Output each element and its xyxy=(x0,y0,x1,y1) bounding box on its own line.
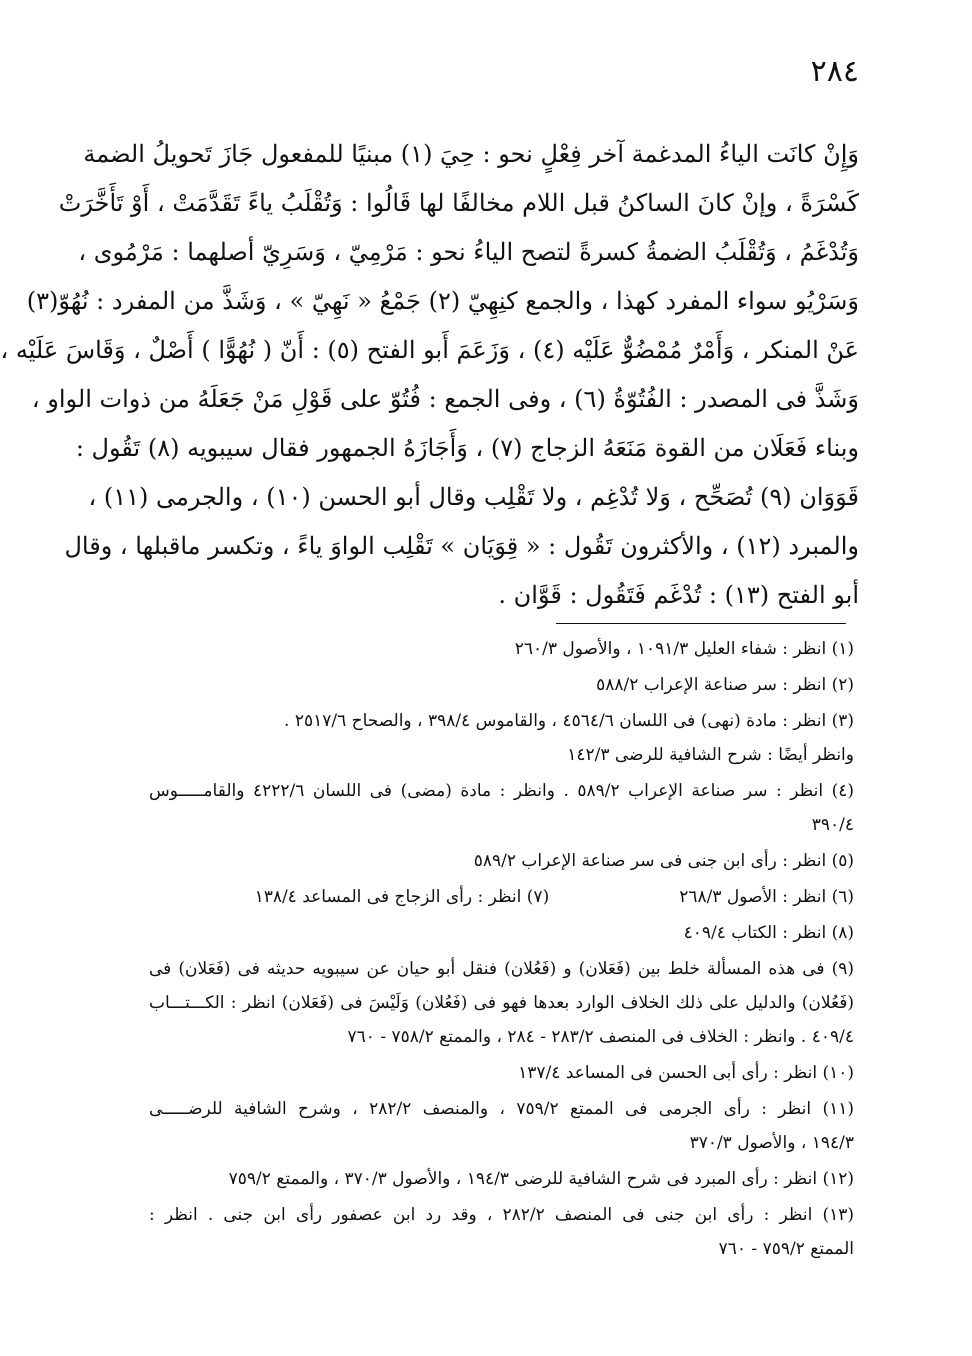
footnote-3 xyxy=(149,704,854,772)
footnote-2 xyxy=(149,668,854,702)
footnote-6-7 xyxy=(149,880,854,914)
text-line: عَنْ المنكر ، وَأَمْرٌ مُمْضُوٌّ عَلَيْه (٤) ، وَزَعَمَ أَبو الفتح (٥) : أَنّ ( نُهُوًّا ) أَصْلٌ ، وَقَاسَ عَلَيْه ، xyxy=(0,336,859,364)
text-line: والمبرد (١٢) ، والأكثرون تَقُول : « قِوَيَان » تَقْلِب الواوَ ياءً ، وتكسر ماقبلها ، وقال xyxy=(64,532,859,560)
text-line: وبناء فَعَلَان من القوة مَنَعَهُ الزجاج (٧) ، وَأَجَازَهُ الجمهور فقال سيبويه (٨) تَقُول : xyxy=(75,434,859,462)
text-line: وَإِنْ كانَت الياءُ المدغمة آخر فِعْلٍ نحو : حِيَ (١) مبنيًا للمفعول جَازَ تَحويلُ الضمة xyxy=(83,140,859,168)
text-line: وَسَرْيُو سواء المفرد كهذا ، والجمع كنِهِيّ (٢) جَمْعُ « نَهِيّ » ، وَشَذَّ من المفرد : نُهُوّ(٣) xyxy=(26,287,859,315)
footnote-7: (٧) انظر : رأى الزجاج فى المساعد ١٣٨/٤ xyxy=(254,887,550,907)
footnote-line: ٤٠٩/٤ . وانظر : الخلاف فى المنصف ٢٨٣/٢ - ٢٨٤ ، والممتع ٧٥٨/٢ - ٧٦٠ xyxy=(347,1027,854,1047)
footnote-line: (١) انظر : شفاء العليل ١٠٩١/٣ ، والأصول ٢٦٠/٣ xyxy=(514,639,854,659)
footnote-line: (١٠) انظر : رأى أبى الحسن فى المساعد ١٣٧/٤ xyxy=(518,1063,854,1083)
footnote-4 xyxy=(149,774,854,842)
footnote-11 xyxy=(149,1092,854,1160)
footnote-6: (٦) انظر : الأصول ٢٦٨/٣ xyxy=(679,887,854,907)
footnote-line: (٥) انظر : رأى ابن جنى فى سر صناعة الإعراب ٥٨٩/٢ xyxy=(473,851,854,871)
footnote-separator xyxy=(556,623,846,624)
text-line: وَشَذَّ فى المصدر : الفُتُوّةُ (٦) ، وفى الجمع : فُتُوّ على قَوْلِ مَنْ جَعَلَهُ من ذوات الواو ، xyxy=(31,385,859,413)
text-line: قَوَوَان (٩) تُصَحِّح ، وَلا تُدْغِم ، ولا تَقْلِب وقال أبو الحسن (١٠) ، والجرمى (١١) ، xyxy=(88,483,859,511)
footnote-line: وانظر أيضًا : شرح الشافية للرضى ١٤٢/٣ xyxy=(567,745,854,765)
text-line: أبو الفتح (١٣) : تُدْغَم فَتَقُول : قَوَّان . xyxy=(498,581,859,609)
footnote-line: (٢) انظر : سر صناعة الإعراب ٥٨٨/٢ xyxy=(596,675,854,695)
footnote-line: (٣) انظر : مادة (نهى) فى اللسان ٤٥٦٤/٦ ، والقاموس ٣٩٨/٤ ، والصحاح ٢٥١٧/٦ . xyxy=(284,711,854,731)
footnote-line: (١٢) انظر : رأى المبرد فى شرح الشافية للرضى ١٩٤/٣ ، والأصول ٣٧٠/٣ ، والممتع ٧٥٩/٢ xyxy=(228,1169,854,1189)
text-line: كَسْرَةً ، وإنْ كانَ الساكنُ قبل اللام مخالفًا لها قَالُوا : وَتُقْلَبُ ياءً تَقَدَّمَتْ ، أَوْ تَأَخَّرَتْ xyxy=(58,189,859,217)
footnotes xyxy=(149,632,854,1268)
footnote-line xyxy=(149,880,854,914)
main-text xyxy=(0,130,859,620)
footnote-line: (٩) فى هذه المسألة خلط بين (فَعَلان) و (فَعُلان) فنقل أبو حيان عن سيبويه حديثه فى (فَعَلان) فى xyxy=(149,959,854,979)
footnote-line: (فَعُلان) والدليل على ذلك الخلاف الوارد بعدها فهو فى (فَعُلان) وَلَيْسَ فى (فَعَلان) انظر : الكـــتـــاب xyxy=(149,993,854,1013)
footnote-line: (٨) انظر : الكتاب ٤٠٩/٤ xyxy=(683,923,854,943)
footnote-line: الممتع ٧٥٩/٢ - ٧٦٠ xyxy=(718,1239,854,1259)
footnote-line: (١٣) انظر : رأى ابن جنى فى المنصف ٢٨٢/٢ ، وقد رد ابن عصفور رأى ابن جنى . انظر : xyxy=(149,1205,854,1225)
footnote-1 xyxy=(149,632,854,666)
footnote-line: ١٩٤/٣ ، والأصول ٣٧٠/٣ xyxy=(689,1133,854,1153)
footnote-line: (١١) انظر : رأى الجرمى فى الممتع ٧٥٩/٢ ، والمنصف ٢٨٢/٢ ، وشرح الشافية للرضـــــى xyxy=(149,1099,854,1119)
page-number: ٢٨٤ xyxy=(810,54,859,89)
footnote-10 xyxy=(149,1056,854,1090)
footnote-5 xyxy=(149,844,854,878)
footnote-12 xyxy=(149,1162,854,1196)
text-line: وَتُدْغَمُ ، وَتُقْلَبُ الضمةُ كسرةً لتصح الياءُ نحو : مَرْمِيّ ، وَسَرِيّ أصلهما : مَرْمُوى ، xyxy=(78,238,859,266)
footnote-line: (٤) انظر : سر صناعة الإعراب ٥٨٩/٢ . وانظر : مادة (مضى) فى اللسان ٤٢٢٢/٦ والقامـــــوس xyxy=(149,781,854,801)
footnote-13 xyxy=(149,1198,854,1266)
footnote-8 xyxy=(149,916,854,950)
footnote-9 xyxy=(149,952,854,1054)
footnote-line: ٣٩٠/٤ xyxy=(811,815,854,835)
